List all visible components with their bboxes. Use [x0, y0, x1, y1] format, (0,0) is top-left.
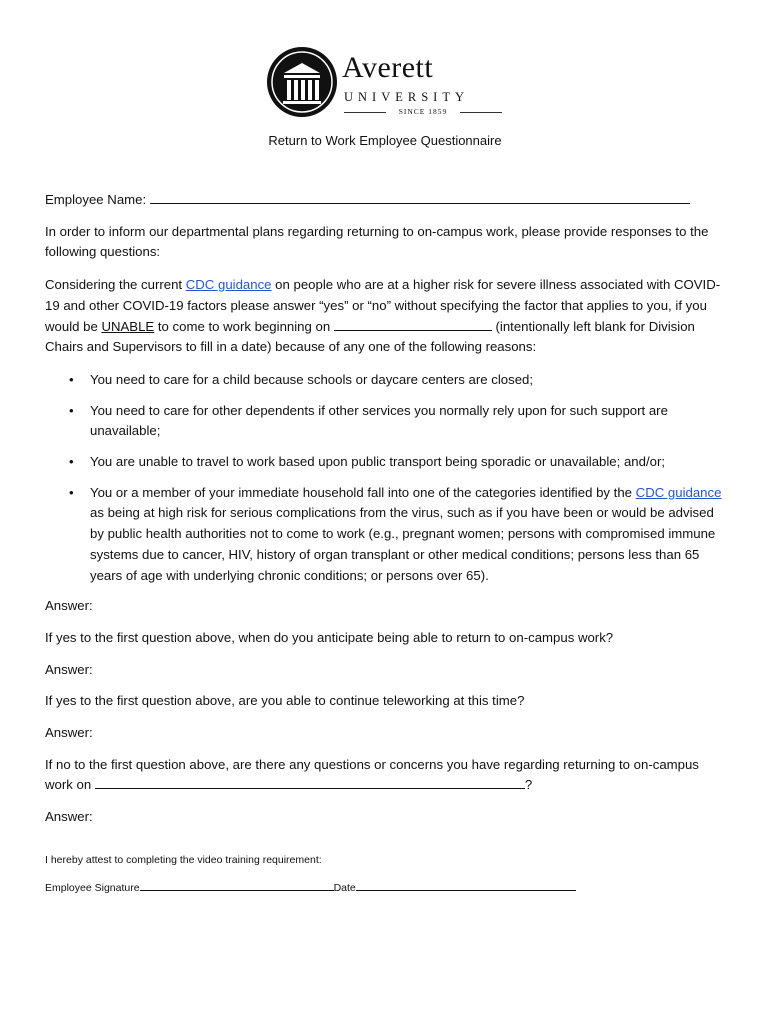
- question-4: [45, 755, 725, 796]
- cdc-guidance-link-2[interactable]: CDC guidance: [635, 484, 722, 500]
- document-title: Return to Work Employee Questionnaire: [268, 133, 502, 148]
- start-date-field[interactable]: [334, 318, 492, 331]
- answer-label-2[interactable]: Answer:: [45, 661, 93, 677]
- considering-text-1: Considering the current: [45, 277, 186, 293]
- attestation-text: I hereby attest to completing the video training requirement:: [45, 854, 322, 866]
- logo-subtitle: UNIVERSITY: [344, 90, 469, 104]
- questionnaire-body: [45, 190, 725, 839]
- reasons-list: [45, 370, 725, 586]
- logo-rule-right: [460, 112, 502, 113]
- list-item: • You are unable to travel to work based upon public transport being sporadic or unavailable; and/or;: [90, 452, 725, 473]
- question-4-text: If no to the first question above, are there any questions or concerns you have regarding returning to on-campus work on: [45, 756, 699, 793]
- question-4-end: ?: [524, 777, 533, 793]
- reason-4-text-2: as being at high risk for serious complications from the virus, such as if you have been or would be advised by public health authorities not to come to work (e.g., pregnant women; persons with compromised immune systems due to cancer, HIV, history of organ transplant or other medical conditions; persons less than 65 years of age with underlying chronic conditions; or persons over 65).: [90, 505, 716, 583]
- cdc-guidance-link[interactable]: CDC guidance: [185, 277, 272, 293]
- answer-label-4[interactable]: Answer:: [45, 809, 93, 825]
- question-3: If yes to the first question above, are you able to continue teleworking at this time?: [45, 693, 525, 709]
- date-field[interactable]: [356, 880, 576, 891]
- employee-name-label: Employee Name:: [45, 192, 147, 207]
- considering-text-3: to come to work beginning on: [154, 318, 334, 334]
- list-item: • You need to care for other dependents if other services you normally rely upon for such support are unavailable;: [90, 401, 725, 442]
- intro-paragraph: In order to inform our departmental plans regarding returning to on-campus work, please provide responses to the following questions:: [45, 223, 709, 260]
- columns-seal-icon: [266, 46, 338, 118]
- logo-since: [344, 107, 502, 117]
- considering-text-4: (intentionally left blank for Division Chairs and Supervisors to fill in a date) because of any one of the following reasons:: [45, 318, 695, 355]
- reason-4-text-1: You or a member of your immediate household fall into one of the categories identified by the: [90, 484, 636, 500]
- signature-label: Employee Signature: [45, 882, 140, 894]
- logo-since-text: SINCE 1859: [398, 107, 448, 116]
- signature-row: [45, 880, 576, 896]
- answer-label-3[interactable]: Answer:: [45, 725, 93, 741]
- list-item: [90, 483, 725, 587]
- employee-name-field[interactable]: [150, 191, 690, 204]
- logo-rule-left: [344, 112, 386, 113]
- considering-text-2: on people who are at a higher risk for severe illness associated with COVID-19 and other COVID-19 factors please answer “yes” or “no” without specifying the factor that applies to you, if you would be: [45, 277, 721, 334]
- unable-emphasis: UNABLE: [101, 318, 155, 334]
- return-date-field[interactable]: [95, 776, 525, 789]
- employee-name-row: [45, 190, 725, 211]
- answer-label-1[interactable]: Answer:: [45, 598, 93, 614]
- date-label: Date: [333, 882, 356, 894]
- logo-wordmark: Averett: [342, 51, 434, 84]
- list-item: • You need to care for a child because schools or daycare centers are closed;: [90, 370, 725, 391]
- question-2: If yes to the first question above, when do you anticipate being able to return to on-campus work?: [45, 629, 614, 645]
- averett-logo: [266, 46, 512, 120]
- signature-field[interactable]: [140, 880, 334, 891]
- considering-paragraph: [45, 275, 725, 358]
